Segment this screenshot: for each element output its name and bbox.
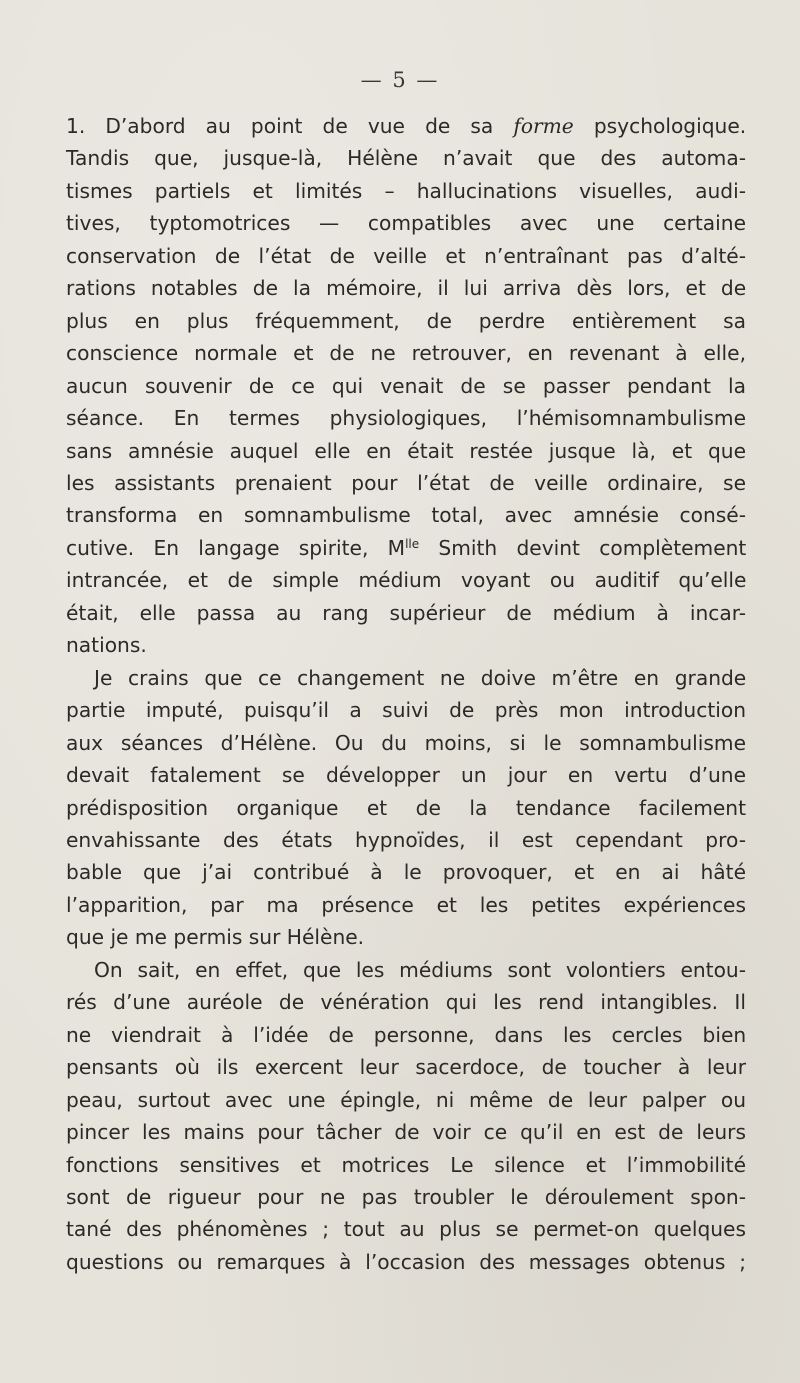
text-line: tismes partiels et limités – hallucinations visuelles, audi- [66,178,746,203]
text-line: tané des phénomènes ; tout au plus se permet-on quelques [66,1217,746,1242]
body-text [66,110,746,1278]
text-line: rés d’une auréole de vénération qui les rend intangibles. Il [66,990,746,1015]
text-line: partie imputé, puisqu’il a suivi de près mon introduction [66,698,746,723]
text-line: On sait, en effet, que les médiums sont volontiers entou- [94,957,746,982]
superscript: lle [405,536,420,551]
text-line: que je me permis sur Hélène. [66,925,365,950]
text-line: conservation de l’état de veille et n’entraînant pas d’alté- [66,243,746,268]
text-line: sans amnésie auquel elle en était restée jusque là, et que [66,438,746,463]
text-line: conscience normale et de ne retrouver, en revenant à elle, [66,341,746,366]
text-line: l’apparition, par ma présence et les petites expériences [66,892,746,917]
page-number: — 5 — [360,68,440,92]
text-line: rations notables de la mémoire, il lui arriva dès lors, et de [66,276,747,301]
text-line: pincer les mains pour tâcher de voir ce qu’il en est de leurs [66,1120,746,1145]
text-line: prédisposition organique et de la tendance facilement [66,795,746,820]
text-line: devait fatalement se développer un jour en vertu d’une [66,763,746,788]
text-line: pensants où ils exercent leur sacerdoce, de toucher à leur [66,1055,746,1080]
text-line: séance. En termes physiologiques, l’hémisomnambulisme [66,406,746,431]
text-line: questions ou remarques à l’occasion des messages obtenus ; [66,1249,747,1274]
text-line: les assistants prenaient pour l’état de veille ordinaire, se [66,470,746,495]
text-line: Je crains que ce changement ne doive m’être en grande [94,665,747,690]
text-line: ne viendrait à l’idée de personne, dans les cercles bien [66,1022,747,1047]
text-line: tives, typtomotrices — compatibles avec une certaine [66,211,746,236]
emphasis-text: forme [513,114,574,138]
text-line: plus en plus fréquemment, de perdre entièrement sa [66,308,746,333]
text-line: aux séances d’Hélène. Ou du moins, si le somnambulisme [66,730,746,755]
text-line: fonctions sensitives et motrices Le silence et l’immobilité [66,1152,746,1177]
text-line: nations. [66,633,147,658]
text-line: bable que j’ai contribué à le provoquer, et en ai hâté [66,860,746,885]
text-line: peau, surtout avec une épingle, ni même de leur palper ou [66,1087,746,1112]
text-line: était, elle passa au rang supérieur de médium à incar- [66,600,746,625]
text-line: transforma en somnambulisme total, avec amnésie consé- [66,503,746,528]
text-line: intrancée, et de simple médium voyant ou auditif qu’elle [66,568,747,593]
text-line: Tandis que, jusque-là, Hélène n’avait que des automa- [66,146,746,171]
paragraph-3 [66,954,746,1279]
text-line: aucun souvenir de ce qui venait de se passer pendant la [66,373,746,398]
paragraph-2 [66,662,746,954]
paragraph-1 [66,110,746,662]
text-line: envahissante des états hypnoïdes, il est cependant pro- [66,827,746,852]
text-line: sont de rigueur pour ne pas troubler le déroulement spon- [66,1184,746,1209]
text-line: cutive. En langage spirite, $M^{lle}$ Smith devint complètement [66,535,747,560]
text-line: 1. D’abord au point de vue de sa forme psychologique. [66,114,747,138]
